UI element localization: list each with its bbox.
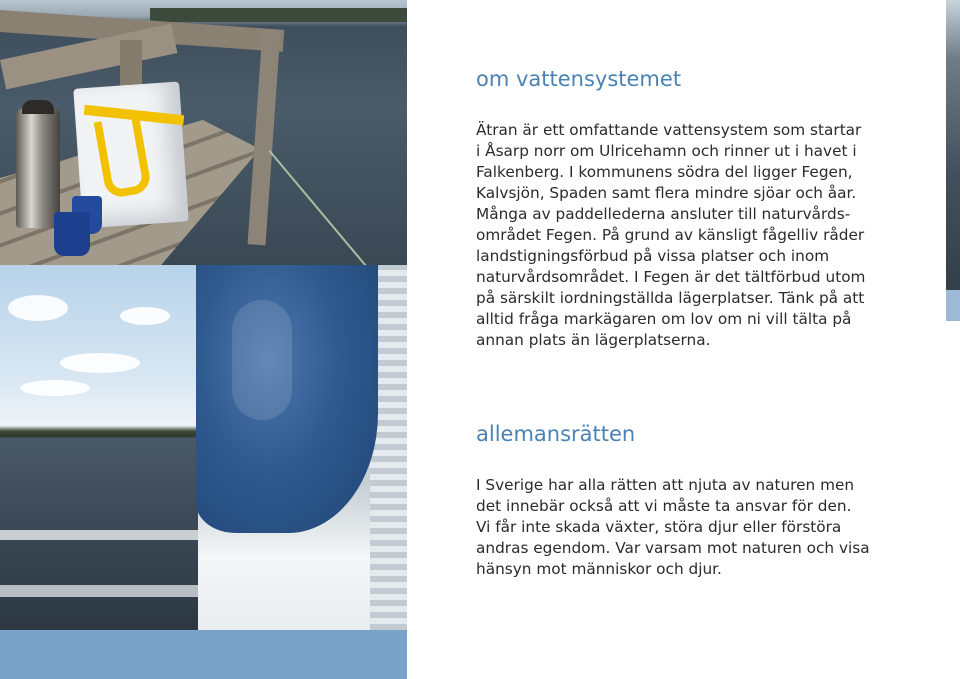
mooring-rope: [268, 150, 379, 282]
cloud: [8, 295, 68, 321]
text-line: andras egendom. Var varsam mot naturen och visa: [476, 539, 870, 557]
blue-cup: [54, 212, 90, 256]
thermos-lid: [22, 100, 54, 114]
text-line: hänsyn mot människor och djur.: [476, 560, 722, 578]
next-page-photo-edge: [946, 0, 960, 290]
text-line: det innebär också att vi måste ta ansvar för den.: [476, 497, 852, 515]
paddle-highlight: [232, 300, 292, 420]
paragraph-vattensystemet: [476, 120, 916, 351]
text-line: i Åsarp norr om Ulricehamn och rinner ut i havet i: [476, 142, 857, 160]
dock-photo: [0, 0, 407, 265]
railing-post: [248, 30, 281, 246]
cloud: [20, 380, 90, 396]
photo-collage: [0, 0, 407, 630]
paragraph-allemansratten: [476, 475, 916, 580]
text-line: Ätran är ett omfattande vattensystem som startar: [476, 121, 862, 139]
text-line: på särskilt iordningställda lägerplatser. Tänk på att: [476, 289, 865, 307]
text-line: annan plats än lägerplatserna.: [476, 331, 711, 349]
text-line: landstigningsförbud på vissa platser och inom: [476, 247, 830, 265]
text-line: Vi får inte skada växter, störa djur eller förstöra: [476, 518, 842, 536]
text-line: I Sverige har alla rätten att njuta av naturen men: [476, 476, 855, 494]
text-line: Falkenberg. I kommunens södra del ligger Fegen,: [476, 163, 853, 181]
boat-rail: [0, 530, 198, 540]
cloud: [60, 353, 140, 373]
lake-photo: [0, 265, 198, 630]
cloud: [120, 307, 170, 325]
accent-bar: [0, 630, 407, 679]
section-heading-allemansratten: allemansrätten: [476, 422, 636, 446]
boat-rail: [0, 585, 198, 597]
section-heading-vattensystemet: om vattensystemet: [476, 67, 682, 91]
dock-treeline: [150, 8, 407, 22]
text-line: alltid fråga markägaren om lov om ni vill tälta på: [476, 310, 852, 328]
text-line: naturvårdsområdet. I Fegen är det tältförbud utom: [476, 268, 866, 286]
text-line: området Fegen. På grund av känsligt fågelliv råder: [476, 226, 865, 244]
thermos-icon: [16, 108, 60, 228]
next-page-accent-edge: [946, 290, 960, 321]
text-line: Många av paddellederna ansluter till naturvårds-: [476, 205, 851, 223]
text-line: Kalvsjön, Spaden samt flera mindre sjöar och åar.: [476, 184, 857, 202]
